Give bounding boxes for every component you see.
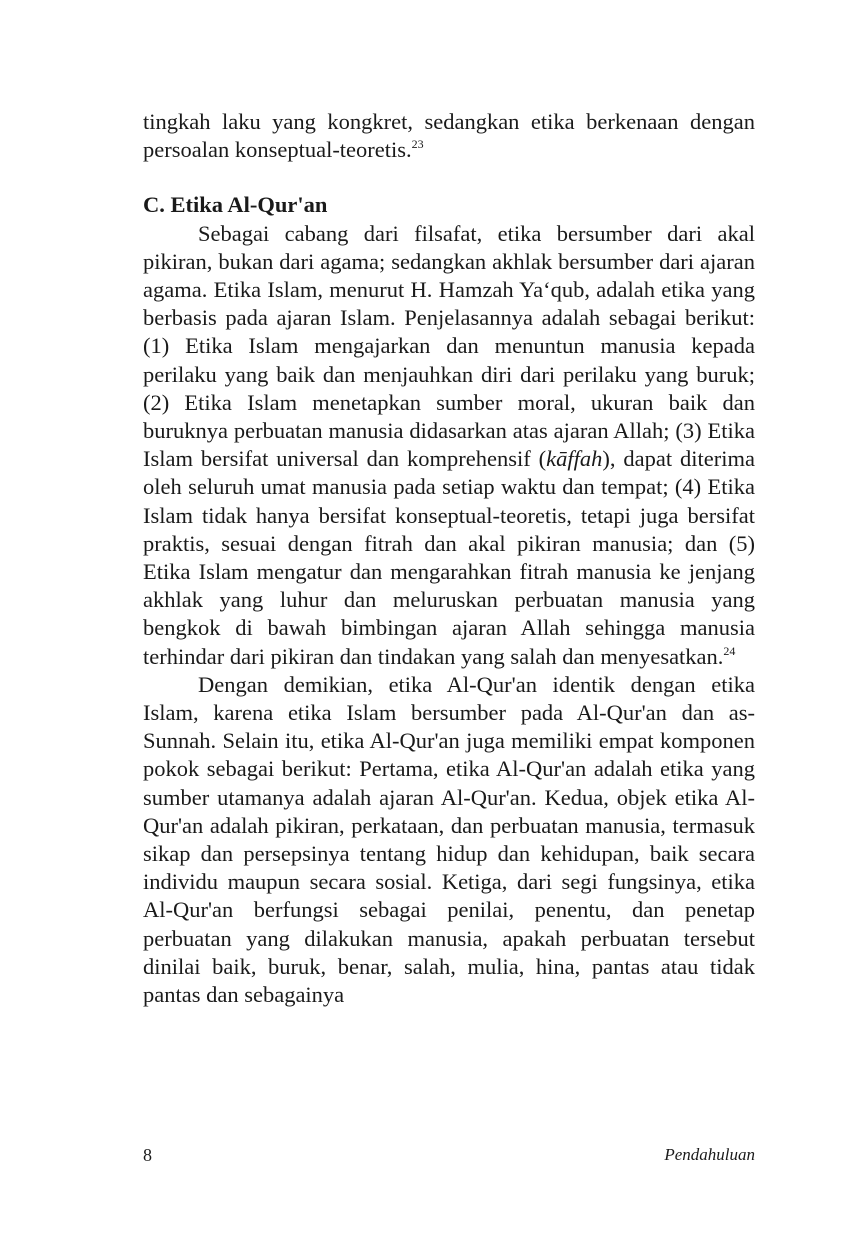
running-head: Pendahuluan (664, 1145, 755, 1164)
page-number: 8 (143, 1145, 152, 1165)
paragraph-etika-islam (143, 220, 755, 671)
paragraph-text-part1: Sebagai cabang dari filsafat, etika bersumber dari akal pikiran, bukan dari agama; sedangkan akhlak bersumber dari ajaran agama. Etika Islam, menurut H. Hamzah Ya‘qub, adalah etika yang berbasis pada ajaran Islam. Penjelasannya adalah sebagai berikut: (1) Etika Islam mengajarkan dan menuntun manusia kepada perilaku yang baik dan menjauhkan diri dari perilaku yang buruk; (2) Etika Islam menetapkan sumber moral, ukuran baik dan buruknya perbuatan manusia didasarkan atas ajaran Allah; (3) Etika Islam bersifat universal dan komprehensif ( (143, 220, 755, 472)
paragraph-continuation (143, 108, 755, 164)
page-footer (143, 1143, 755, 1167)
page-body (143, 108, 755, 1009)
footnote-marker[interactable]: 24 (723, 643, 736, 658)
italic-term: kāffah (546, 446, 603, 472)
paragraph-text-part2: ), dapat diterima oleh seluruh umat manusia pada setiap waktu dan tempat; (4) Etika Islam tidak hanya bersifat konseptual-teoretis, tetapi juga bersifat praktis, sesuai dengan fitrah dan akal pikiran manusia; dan (5) Etika Islam mengatur dan mengarahkan fitrah manusia ke jenjang akhlak yang luhur dan meluruskan perbuatan manusia yang bengkok di bawah bimbingan ajaran Allah sehingga manusia terhindar dari pikiran dan tindakan yang salah dan menyesatkan. (143, 446, 755, 669)
paragraph-text: Dengan demikian, etika Al-Qur'an identik dengan etika Islam, karena etika Islam bersumber pada Al-Qur'an dan as-Sunnah. Selain itu, etika Al-Qur'an juga memiliki empat komponen pokok sebagai berikut: Pertama, etika Al-Qur'an adalah etika yang sumber utamanya adalah ajaran Al-Qur'an. Kedua, objek etika Al-Qur'an adalah pikiran, perkataan, dan perbuatan manusia, termasuk sikap dan persepsinya tentang hidup dan kehidupan, baik secara individu maupun secara sosial. Ketiga, dari segi fungsinya, etika Al-Qur'an berfungsi sebagai penilai, penentu, dan penetap perbuatan yang dilakukan manusia, apakah perbuatan tersebut dinilai baik, buruk, benar, salah, mulia, hina, pantas atau tidak pantas dan sebagainya (143, 671, 755, 1008)
paragraph-etika-quran (143, 671, 755, 1009)
section-heading: C. Etika Al-Qur'an (143, 192, 328, 218)
footnote-marker[interactable]: 23 (411, 137, 424, 152)
paragraph-text: tingkah laku yang kongkret, sedangkan etika berkenaan dengan persoalan konseptual-teoretis. (143, 109, 755, 163)
